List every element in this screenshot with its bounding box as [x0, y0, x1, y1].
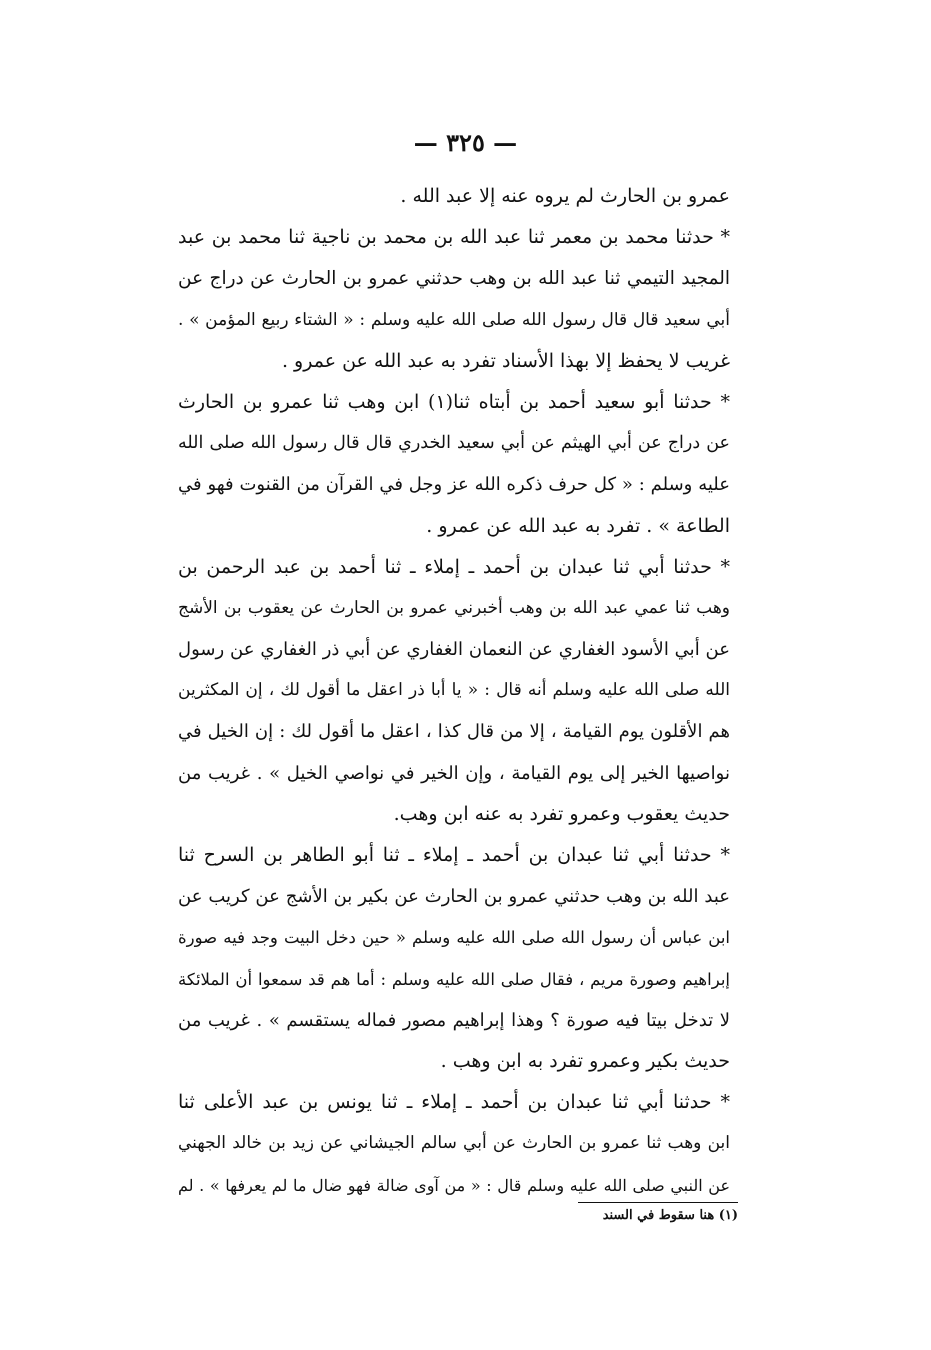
text-line: غريب لا يحفظ إلا بهذا الأسناد تفرد به عبد الله عن عمرو . [281, 349, 730, 372]
text-line: * حدثنا أبو سعيد أحمد بن أبتاه ثنا(١) ابن وهب ثنا عمرو بن الحارث [178, 390, 730, 413]
text-line: * حدثنا محمد بن معمر ثنا عبد الله بن محمد بن ناجية ثنا محمد بن عبد [178, 226, 730, 249]
text-line: الطاعة » . تفرد به عبد الله عن عمرو . [426, 514, 730, 537]
text-line: عبد الله بن وهب حدثني عمرو بن الحارث عن بكير بن الأشج عن كريب عن [178, 886, 730, 908]
main-text [178, 176, 730, 1206]
text-line: أبي سعيد قال قال رسول الله صلى الله عليه وسلم : « الشتاء ربيع المؤمن » . [178, 309, 730, 330]
text-line: لا تدخل بيتا فيه صورة ؟ وهذا إبراهيم مصور فماله يستقسم » . غريب من [178, 1009, 730, 1031]
text-line: عن أبي الأسود الغفاري عن النعمان الغفاري عن أبي ذر الغفاري عن رسول [178, 639, 730, 661]
text-line: إبراهيم وصورة مريم ، فقال صلى الله عليه وسلم : أما هم قد سمعوا أن الملائكة [178, 969, 730, 989]
text-line: وهب ثنا عمي عبد الله بن وهب أخبرني عمرو بن الحارث عن يعقوب بن الأشج [178, 597, 730, 618]
text-line: * حدثنا أبي ثنا عبدان بن أحمد ـ إملاء ـ ثنا أحمد بن عبد الرحمن بن [178, 555, 730, 578]
text-line: الله صلى الله عليه وسلم أنه قال : « يا أبا ذر اعقل ما أقول لك ، إن المكثرين [178, 680, 730, 701]
page-number: — ٣٢٥ — [413, 128, 518, 157]
text-line: * حدثنا أبي ثنا عبدان بن أحمد ـ إملاء ـ ثنا يونس بن عبد الأعلى ثنا [178, 1091, 730, 1114]
text-line: ابن عباس أن رسول الله صلى الله عليه وسلم « حين دخل البيت وجد فيه صورة [178, 928, 730, 948]
text-line: حديث بكير وعمرو تفرد به ابن وهب . [440, 1049, 730, 1072]
text-line: ابن وهب ثنا عمرو بن الحارث عن أبي سالم الجيشاني عن زيد بن خالد الجهني [178, 1133, 730, 1154]
text-line: هم الأقلون يوم القيامة ، إلا من قال كذا ، اعقل ما أقول لك : إن الخيل في [178, 721, 730, 743]
text-line: عن دراج عن أبي الهيثم عن أبي سعيد الخدري قال قال رسول الله صلى الله [178, 433, 730, 454]
text-line: عليه وسلم : « كل حرف ذكره الله عز وجل في القرآن من القنوت فهو في [178, 474, 730, 496]
text-line: نواصيها الخير إلى يوم القيامة ، وإن الخير في نواصي الخيل » . غريب من [178, 762, 730, 784]
footnote-separator [578, 1202, 738, 1203]
text-line: عن النبي صلى الله عليه وسلم قال : « من آوى ضالة فهو ضال ما لم يعرفها » . لم [178, 1175, 730, 1195]
footnote: (١) هنا سقوط في السند [602, 1208, 738, 1223]
text-line: عمرو بن الحارث لم يروه عنه إلا عبد الله . [400, 185, 730, 207]
text-line: * حدثنا أبي ثنا عبدان بن أحمد ـ إملاء ـ ثنا أبو الطاهر بن السرح ثنا [178, 844, 730, 866]
text-line: حديث يعقوب وعمرو تفرد به عنه ابن وهب. [393, 802, 730, 825]
text-line: المجيد التيمي ثنا عبد الله بن وهب حدثني عمرو بن الحارث عن دراج عن [178, 268, 730, 290]
